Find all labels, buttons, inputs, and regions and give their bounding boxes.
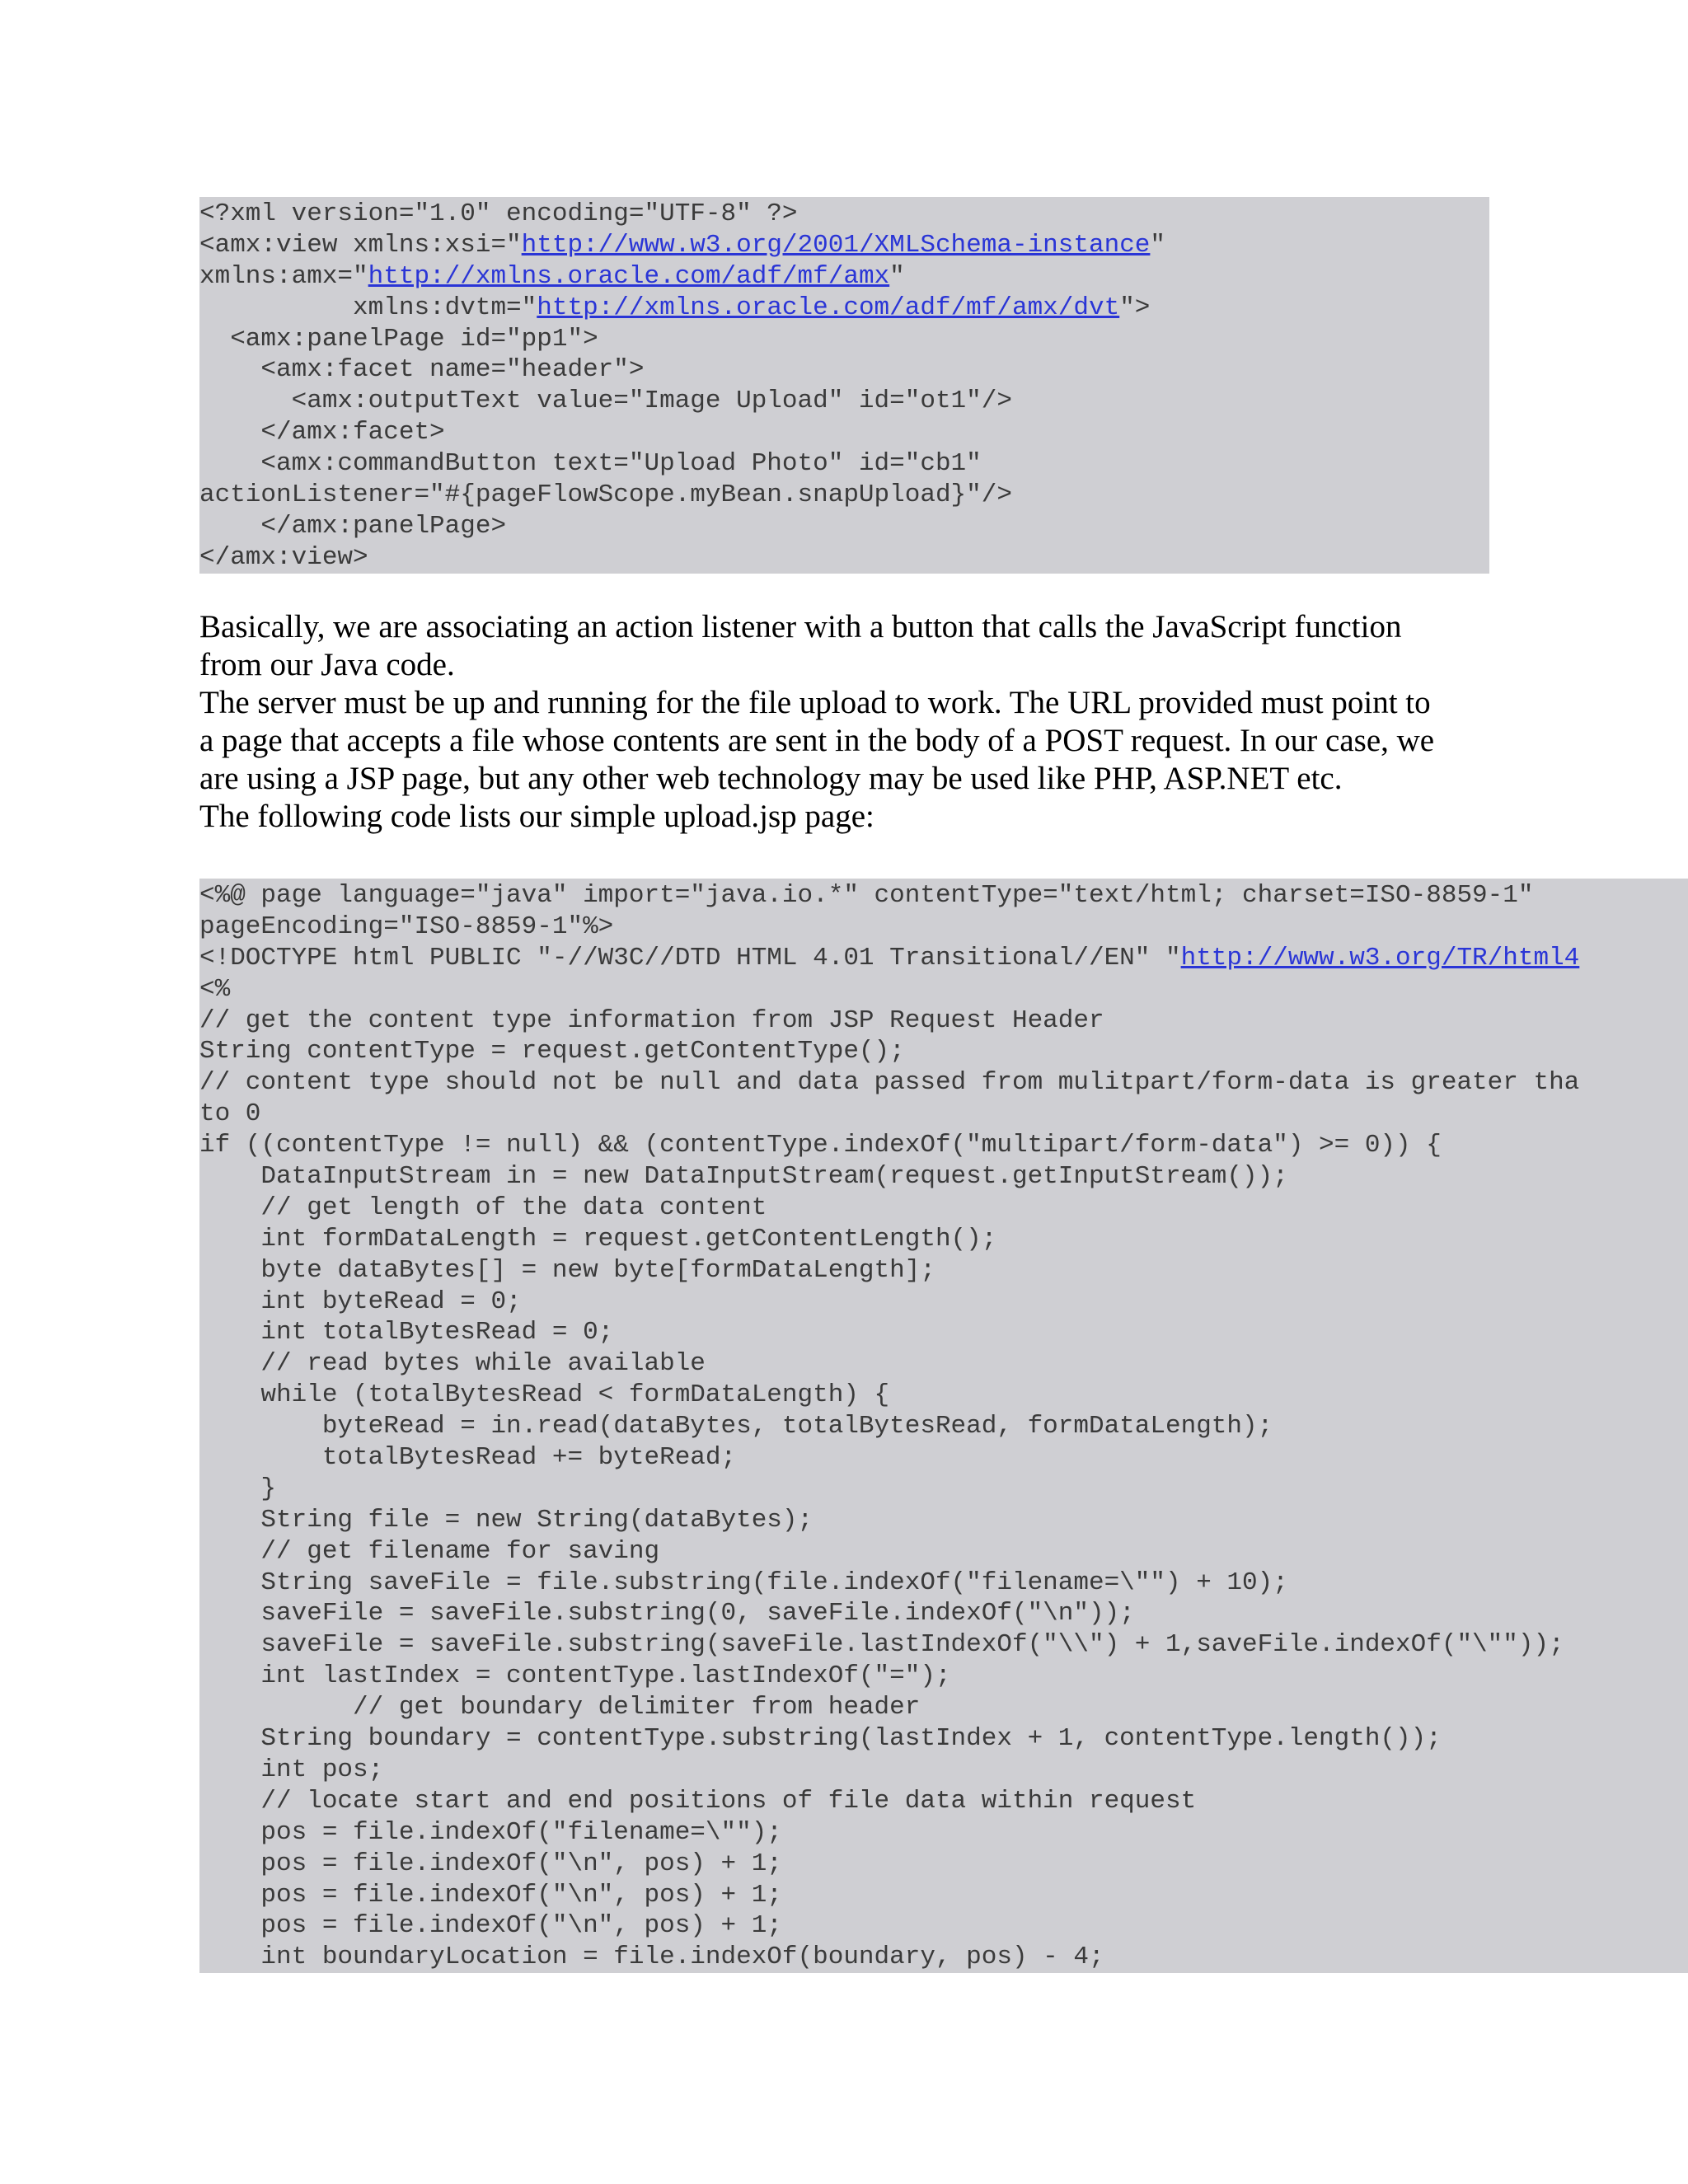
code-line xyxy=(199,1786,1688,1817)
code-line xyxy=(199,261,1489,293)
code-text: String boundary = contentType.substring(lastIndex + 1, contentType.length()); xyxy=(199,1724,1442,1754)
code-line xyxy=(199,1942,1688,1973)
code-text: String saveFile = file.substring(file.indexOf("filename=\"") + 10); xyxy=(199,1568,1288,1597)
code-line xyxy=(199,1629,1688,1661)
code-text: totalBytesRead += byteRead; xyxy=(199,1443,737,1473)
code-text: <?xml version="1.0" encoding="UTF-8" ?> xyxy=(199,199,798,228)
url-link[interactable]: http://www.w3.org/2001/XMLSchema-instance xyxy=(521,230,1151,260)
code-line xyxy=(199,1661,1688,1692)
code-line xyxy=(199,943,1688,974)
code-text: while (totalBytesRead < formDataLength) { xyxy=(199,1380,890,1410)
code-text: if ((contentType != null) && (contentType.indexOf("multipart/form-data") >= 0)) { xyxy=(199,1131,1442,1160)
code-text: </amx:panelPage> xyxy=(199,511,507,541)
code-text: DataInputStream in = new DataInputStream(request.getInputStream()); xyxy=(199,1162,1288,1192)
code-text: // get filename for saving xyxy=(199,1536,660,1566)
code-text: <%@ page language="java" import="java.io.*" contentType="text/html; charset=ISO-8859-1" xyxy=(199,881,1534,910)
code-line xyxy=(199,1380,1688,1411)
code-text: pos = file.indexOf("\n", pos) + 1; xyxy=(199,1911,782,1941)
prose-line: from our Java code. xyxy=(199,647,455,682)
code-text: saveFile = saveFile.substring(saveFile.lastIndexOf("\\") + 1,saveFile.indexOf("\"")); xyxy=(199,1630,1564,1660)
code-text: int pos; xyxy=(199,1755,384,1784)
code-text: xmlns:amx=" xyxy=(199,261,368,291)
url-link[interactable]: http://xmlns.oracle.com/adf/mf/amx xyxy=(368,261,890,291)
code-text: <amx:view xmlns:xsi=" xyxy=(199,230,522,260)
code-line xyxy=(199,542,1489,574)
code-line xyxy=(199,1474,1688,1505)
code-line xyxy=(199,1255,1688,1286)
code-line xyxy=(199,511,1489,542)
code-line xyxy=(199,1067,1688,1099)
url-link[interactable]: http://www.w3.org/TR/html4 xyxy=(1180,943,1580,972)
code-text: // get the content type information from JSP Request Header xyxy=(199,1005,1104,1035)
code-text: // read bytes while available xyxy=(199,1349,706,1379)
code-line xyxy=(199,1910,1688,1942)
code-line xyxy=(199,1505,1688,1536)
prose-line: The server must be up and running for the file upload to work. The URL provided must point to xyxy=(199,685,1431,720)
code-line xyxy=(199,1411,1688,1442)
code-line xyxy=(199,324,1489,355)
code-line xyxy=(199,1568,1688,1599)
code-line xyxy=(199,1849,1688,1880)
code-text: <amx:panelPage id="pp1"> xyxy=(199,324,598,354)
amx-xml-code-block xyxy=(199,197,1489,574)
code-line xyxy=(199,293,1489,324)
code-text: // get boundary delimiter from header xyxy=(199,1693,921,1722)
code-text: " xyxy=(889,261,905,291)
code-text: to 0 xyxy=(199,1099,261,1129)
code-line xyxy=(199,974,1688,1005)
code-line xyxy=(199,1348,1688,1380)
prose-line: Basically, we are associating an action listener with a button that calls the JavaScript function xyxy=(199,609,1402,644)
code-text: pos = file.indexOf("filename=\""); xyxy=(199,1817,782,1847)
code-text: <amx:facet name="header"> xyxy=(199,355,645,385)
prose-line: are using a JSP page, but any other web technology may be used like PHP, ASP.NET etc. xyxy=(199,761,1343,796)
code-text: " xyxy=(1150,230,1166,260)
code-line xyxy=(199,1692,1688,1723)
code-line xyxy=(199,912,1688,943)
code-text: saveFile = saveFile.substring(0, saveFile.indexOf("\n")); xyxy=(199,1599,1135,1629)
code-text: String contentType = request.getContentType(); xyxy=(199,1037,905,1066)
code-text: int lastIndex = contentType.lastIndexOf("="); xyxy=(199,1661,951,1691)
code-text: pos = file.indexOf("\n", pos) + 1; xyxy=(199,1880,782,1910)
code-text: int totalBytesRead = 0; xyxy=(199,1318,614,1347)
code-text: <amx:commandButton text="Upload Photo" id="cb1" xyxy=(199,449,982,479)
code-line xyxy=(199,1817,1688,1849)
code-line xyxy=(199,1442,1688,1474)
code-line xyxy=(199,448,1489,480)
code-text: } xyxy=(199,1474,277,1503)
code-text: int formDataLength = request.getContentLength(); xyxy=(199,1224,997,1254)
url-link[interactable]: http://xmlns.oracle.com/adf/mf/amx/dvt xyxy=(537,293,1120,322)
code-text: </amx:facet> xyxy=(199,418,445,448)
code-text: String file = new String(dataBytes); xyxy=(199,1505,814,1535)
code-text: int byteRead = 0; xyxy=(199,1286,522,1316)
code-line xyxy=(199,1723,1688,1755)
code-text: </amx:view> xyxy=(199,542,368,572)
code-text: pos = file.indexOf("\n", pos) + 1; xyxy=(199,1849,782,1878)
code-line xyxy=(199,1755,1688,1786)
code-text: // content type should not be null and data passed from mulitpart/form-data is greater tha xyxy=(199,1068,1580,1098)
code-line xyxy=(199,1099,1688,1130)
code-text: // locate start and end positions of file data within request xyxy=(199,1786,1197,1816)
code-line xyxy=(199,1130,1688,1161)
code-line xyxy=(199,1193,1688,1224)
code-text: pageEncoding="ISO-8859-1"%> xyxy=(199,912,614,941)
code-text: actionListener="#{pageFlowScope.myBean.snapUpload}"/> xyxy=(199,480,1012,510)
code-text: <% xyxy=(199,974,231,1004)
code-line xyxy=(199,1598,1688,1629)
code-line xyxy=(199,1036,1688,1067)
code-line xyxy=(199,1317,1688,1348)
code-text: byte dataBytes[] = new byte[formDataLength]; xyxy=(199,1255,935,1285)
prose-line: a page that accepts a file whose contents are sent in the body of a POST request. In our case, we xyxy=(199,723,1435,758)
code-text: <amx:outputText value="Image Upload" id="ot1"/> xyxy=(199,387,1012,416)
explanation-text xyxy=(199,608,1485,836)
code-line xyxy=(199,1224,1688,1255)
code-line xyxy=(199,1286,1688,1318)
code-text: byteRead = in.read(dataBytes, totalBytesRead, formDataLength); xyxy=(199,1412,1273,1441)
code-line xyxy=(199,230,1489,261)
code-line xyxy=(199,386,1489,417)
code-line xyxy=(199,1880,1688,1911)
code-text: <!DOCTYPE html PUBLIC "-//W3C//DTD HTML 4.01 Transitional//EN" " xyxy=(199,943,1181,972)
code-text: int boundaryLocation = file.indexOf(boundary, pos) - 4; xyxy=(199,1943,1104,1972)
code-line xyxy=(199,1536,1688,1568)
prose-line: The following code lists our simple upload.jsp page: xyxy=(199,799,874,834)
code-text: xmlns:dvtm=" xyxy=(199,293,537,322)
code-text: "> xyxy=(1119,293,1151,322)
code-line xyxy=(199,417,1489,448)
code-line xyxy=(199,1161,1688,1193)
upload-jsp-code-block xyxy=(199,879,1688,1973)
code-text: // get length of the data content xyxy=(199,1193,767,1222)
code-line xyxy=(199,880,1688,912)
code-line xyxy=(199,354,1489,386)
code-line xyxy=(199,1005,1688,1037)
code-line xyxy=(199,480,1489,511)
code-line xyxy=(199,199,1489,230)
